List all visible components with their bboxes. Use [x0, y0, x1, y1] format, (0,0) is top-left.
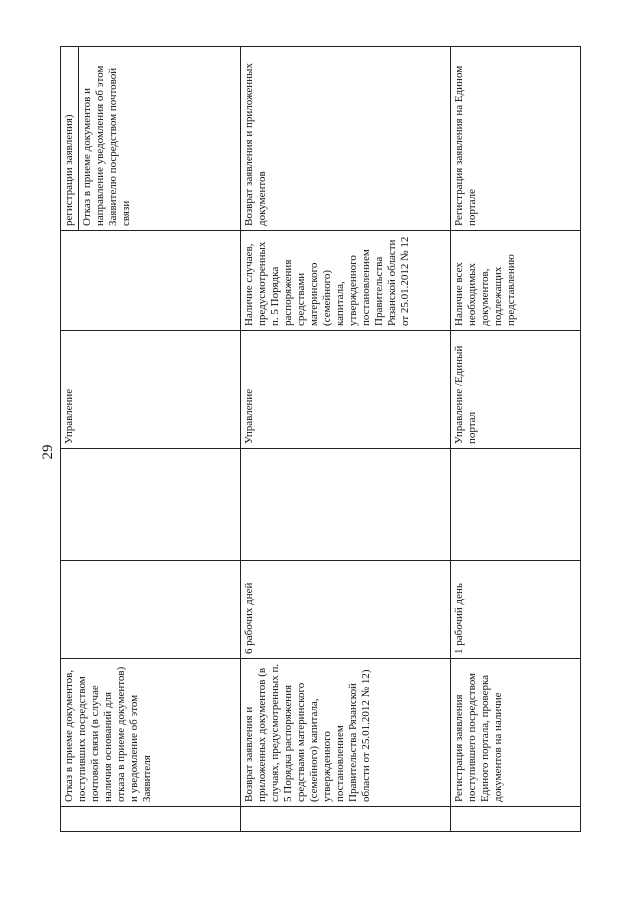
page-number: 29 — [40, 444, 56, 460]
result-text: Отказ в приеме документов и направление уведомления об этом Заявителю посредством почтовой связи — [78, 47, 135, 230]
action-cell — [241, 659, 451, 807]
procedure-table — [60, 46, 581, 832]
info-system-cell — [61, 449, 241, 561]
term-text: 1 рабочий день — [453, 583, 465, 654]
criteria-text: Наличие всех необходимых документов, подлежащих представлению — [453, 254, 517, 326]
responsible-text: Управление /Единый портал — [453, 345, 478, 444]
criteria-text: Наличие случаев, предусмотренных п. 5 Порядка распоряжения средствами материнского (семейного) капитала, утвержденного постановлением Правительства Рязанской области от 25.01.2012 № 12 — [243, 236, 411, 326]
action-cell — [451, 659, 581, 807]
number-cell — [241, 807, 451, 832]
criteria-cell — [241, 231, 451, 331]
criteria-cell — [451, 231, 581, 331]
term-cell — [451, 561, 581, 659]
term-text — [61, 561, 65, 658]
table-row — [61, 47, 241, 832]
result-text: Регистрация заявления на Едином портале — [453, 65, 478, 226]
term-cell — [241, 561, 451, 659]
result-cell — [241, 47, 451, 231]
table-row — [451, 47, 581, 832]
action-cell — [61, 659, 241, 807]
info-system-cell — [451, 449, 581, 561]
term-cell — [61, 561, 241, 659]
result-prefix-text: регистрации заявления) — [63, 114, 75, 226]
table-row — [241, 47, 451, 832]
responsible-cell — [241, 331, 451, 449]
number-cell — [61, 807, 241, 832]
result-cell — [451, 47, 581, 231]
result-text: Возврат заявления и приложенных документов — [243, 63, 268, 226]
number-cell — [451, 807, 581, 832]
responsible-cell — [451, 331, 581, 449]
responsible-text: Управление — [243, 388, 255, 444]
result-cell — [61, 47, 241, 231]
criteria-cell — [61, 231, 241, 331]
term-text: 6 рабочих дней — [243, 582, 255, 654]
procedure-table-sheet — [60, 47, 580, 832]
action-text: Отказ в приеме документов, поступивших посредством почтовой связи (в случае наличия оснований для отказа в приеме документов) и уведомление об этом Заявителя — [63, 666, 153, 802]
criteria-text — [61, 231, 65, 330]
responsible-cell — [61, 331, 241, 449]
action-text: Возврат заявления и приложенных документов (в случаях, предусмотренных п. 5 Порядка распоряжения средствами материнского (семейного) капитала, утвержденного постановлением Правительства Рязанской области от 25.01.2012 № 12) — [243, 663, 372, 802]
rotated-page — [60, 47, 580, 832]
action-text: Регистрация заявления поступившего посредством Единого портала, проверка документов на наличие — [453, 673, 504, 802]
responsible-text: Управление — [63, 388, 75, 444]
info-system-cell — [241, 449, 451, 561]
